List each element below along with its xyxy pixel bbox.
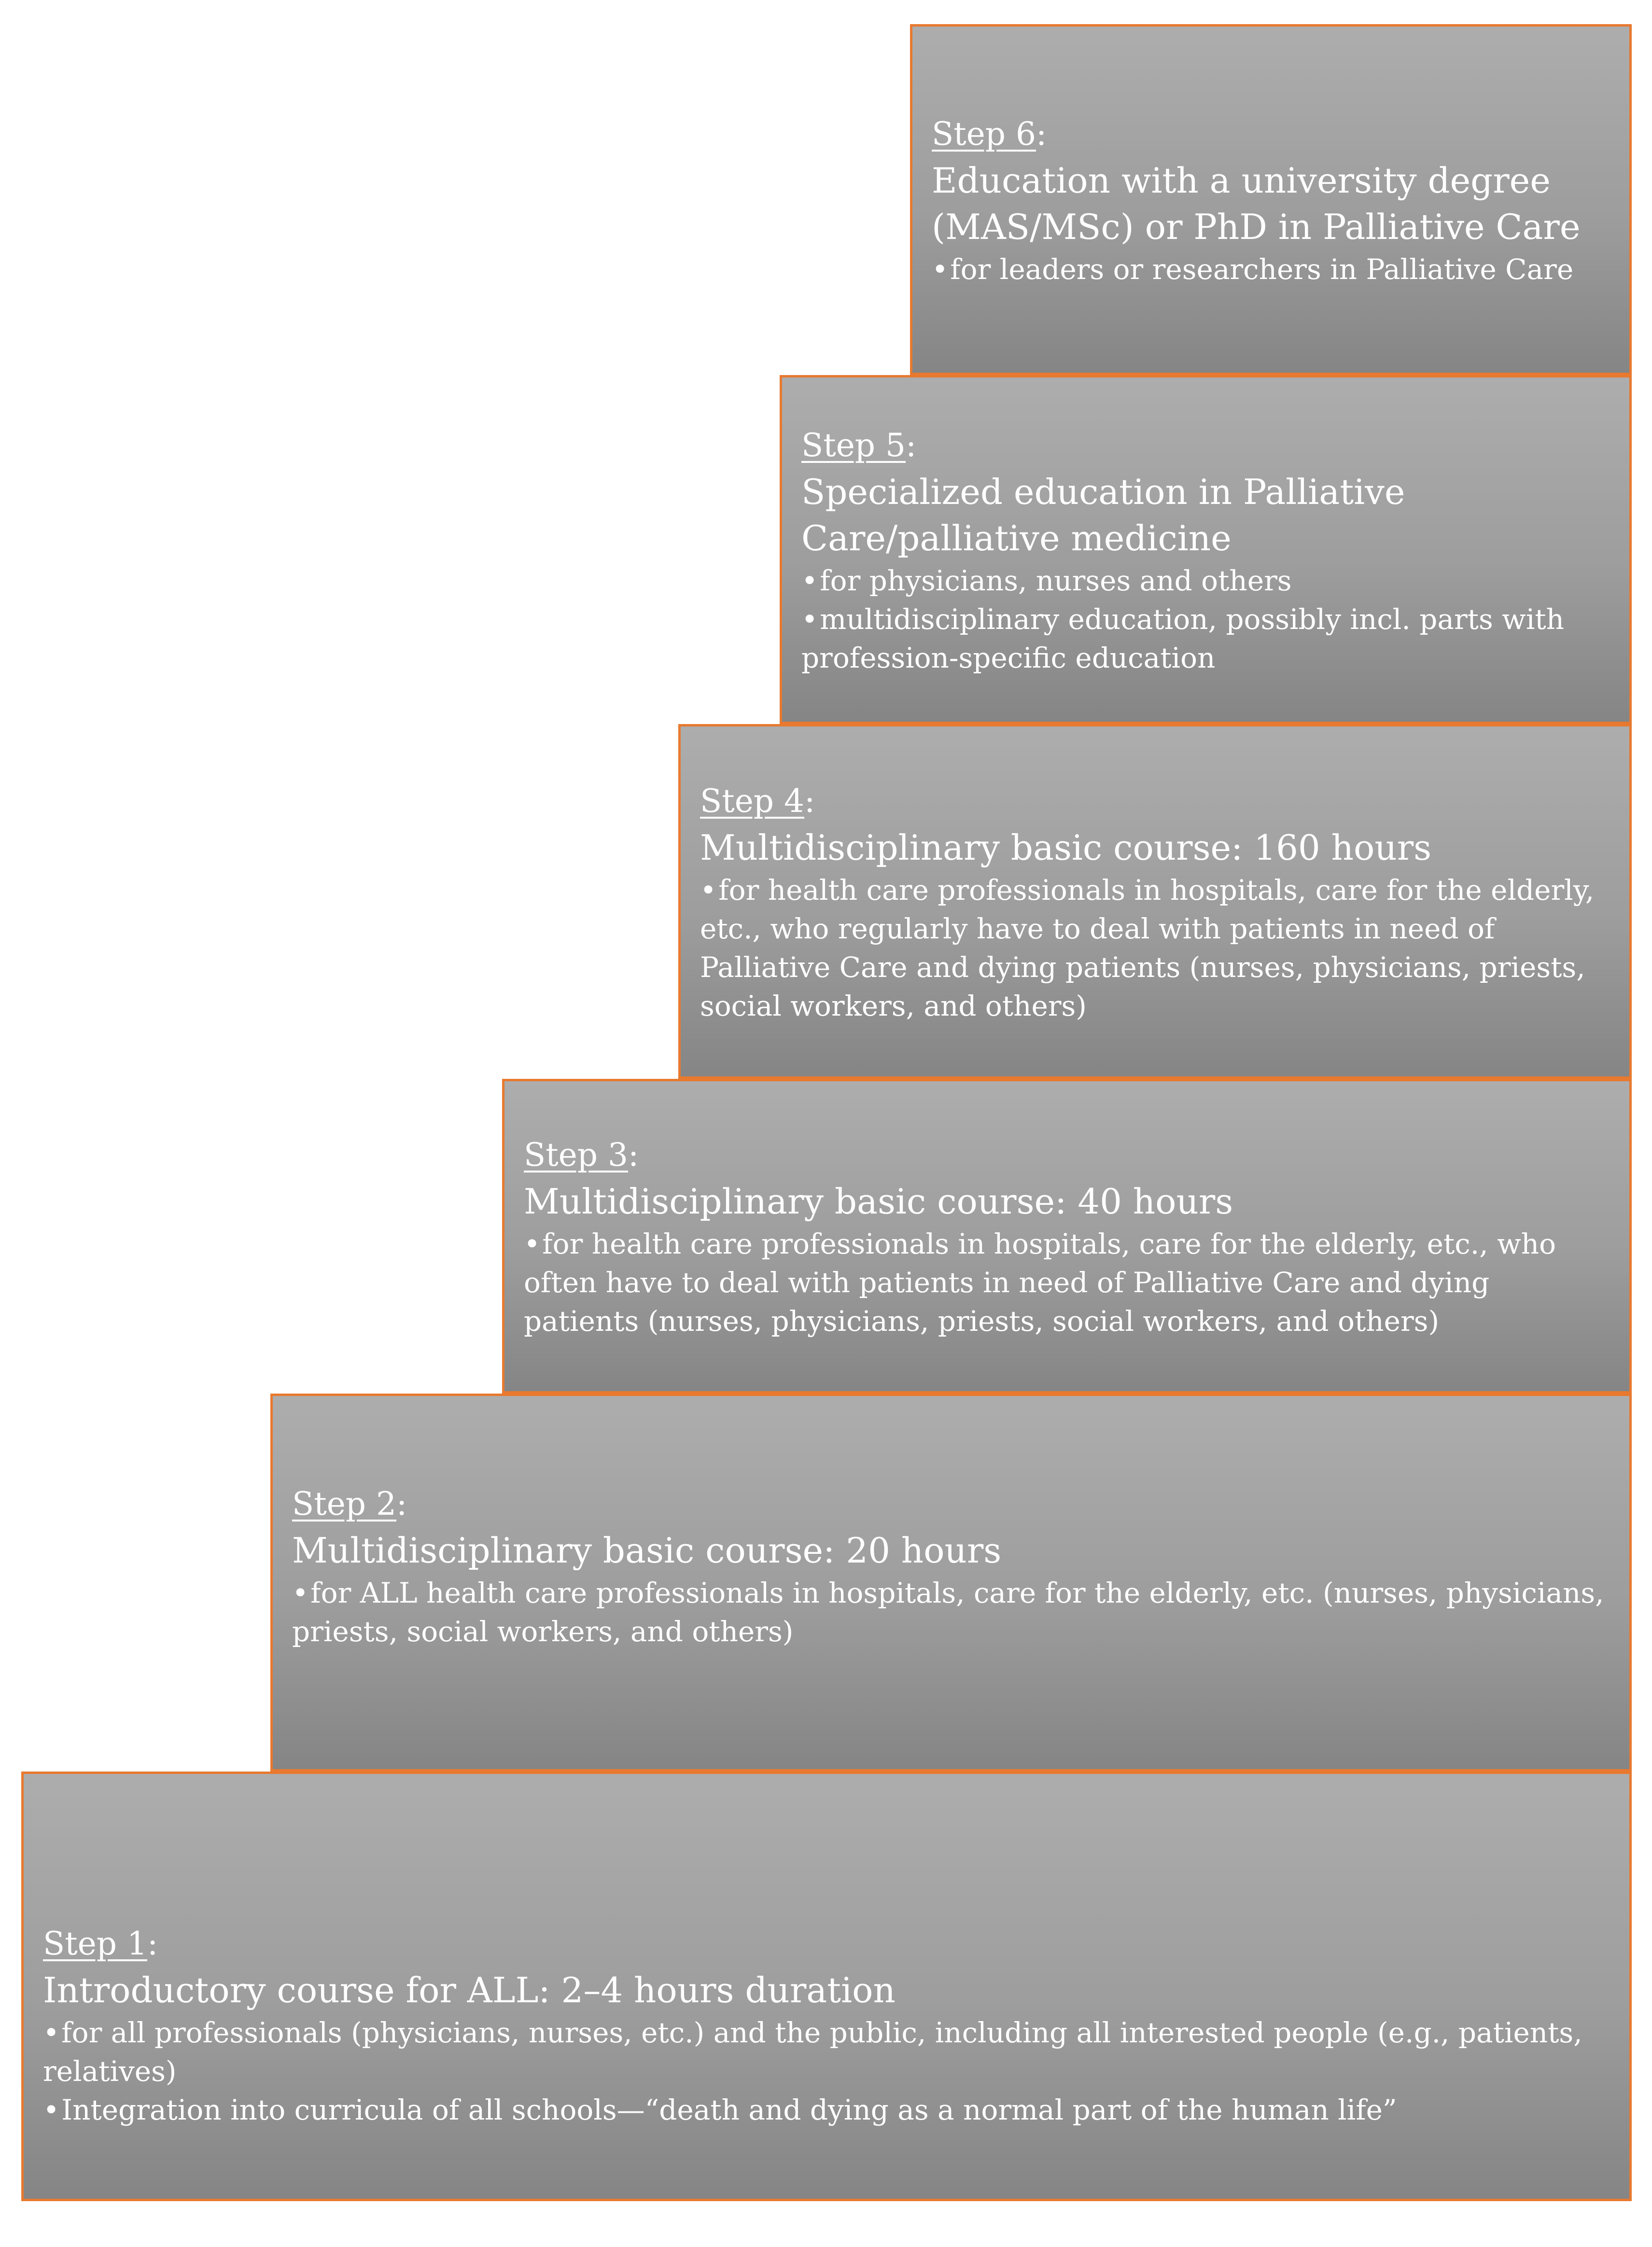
step-6-bullets	[932, 250, 1610, 289]
step-2-bullets	[292, 1574, 1610, 1651]
step-1-bullet-1: •for all professionals (physicians, nurses, etc.) and the public, including all interested people (e.g., patients, relatives)	[43, 2016, 1582, 2088]
step-6-box	[910, 24, 1632, 375]
step-6-label: Step 6	[932, 115, 1036, 153]
step-5-title: Specialized education in Palliative Care/palliative medicine	[801, 471, 1405, 558]
step-4-heading: Step 4:	[700, 782, 815, 820]
step-4-title: Multidisciplinary basic course: 160 hours	[700, 827, 1432, 868]
step-4-bullets	[700, 871, 1610, 1025]
step-3-label: Step 3	[524, 1136, 629, 1173]
step-5-label: Step 5	[801, 426, 906, 464]
step-2-label: Step 2	[292, 1485, 397, 1522]
step-1-label: Step 1	[43, 1925, 148, 1962]
step-3-bullet-1: •for health care professionals in hospitals, care for the elderly, etc., who often have to deal with patients in need of Palliative Care and dying patients (nurses, physicians, priests, social workers, and others)	[524, 1228, 1556, 1338]
step-3-box	[502, 1079, 1632, 1394]
step-6-title: Education with a university degree (MAS/MSc) or PhD in Palliative Care	[932, 160, 1581, 247]
step-5-box	[780, 375, 1632, 724]
step-1-title: Introductory course for ALL: 2–4 hours duration	[43, 1970, 896, 2010]
step-2-bullet-1: •for ALL health care professionals in hospitals, care for the elderly, etc. (nurses, physicians, priests, social workers, and others)	[292, 1576, 1604, 1648]
step-5-heading: Step 5:	[801, 426, 917, 464]
step-4-bullet-1: •for health care professionals in hospitals, care for the elderly, etc., who regularly have to deal with patients in need of Palliative Care and dying patients (nurses, physicians, priests, social workers, and others)	[700, 873, 1595, 1022]
step-1-bullet-2: •Integration into curricula of all schools—“death and dying as a normal part of the human life”	[43, 2093, 1397, 2126]
step-2-heading: Step 2:	[292, 1485, 407, 1522]
step-5-bullet-2: •multidisciplinary education, possibly incl. parts with profession-specific education	[801, 602, 1565, 674]
step-3-heading: Step 3:	[524, 1136, 639, 1173]
step-2-box	[270, 1394, 1632, 1772]
step-3-bullets	[524, 1225, 1610, 1340]
step-2-title: Multidisciplinary basic course: 20 hours	[292, 1530, 1002, 1571]
step-4-label: Step 4	[700, 782, 805, 820]
step-1-heading: Step 1:	[43, 1925, 158, 1962]
step-5-bullet-1: •for physicians, nurses and others	[801, 564, 1292, 597]
step-1-bullets	[43, 2013, 1610, 2129]
step-5-bullets	[801, 561, 1610, 677]
step-3-title: Multidisciplinary basic course: 40 hours	[524, 1181, 1233, 1222]
step-6-bullet-1: •for leaders or researchers in Palliative Care	[932, 252, 1574, 286]
step-1-box	[21, 1772, 1632, 2201]
step-4-box	[678, 724, 1632, 1079]
step-6-heading: Step 6:	[932, 115, 1047, 153]
